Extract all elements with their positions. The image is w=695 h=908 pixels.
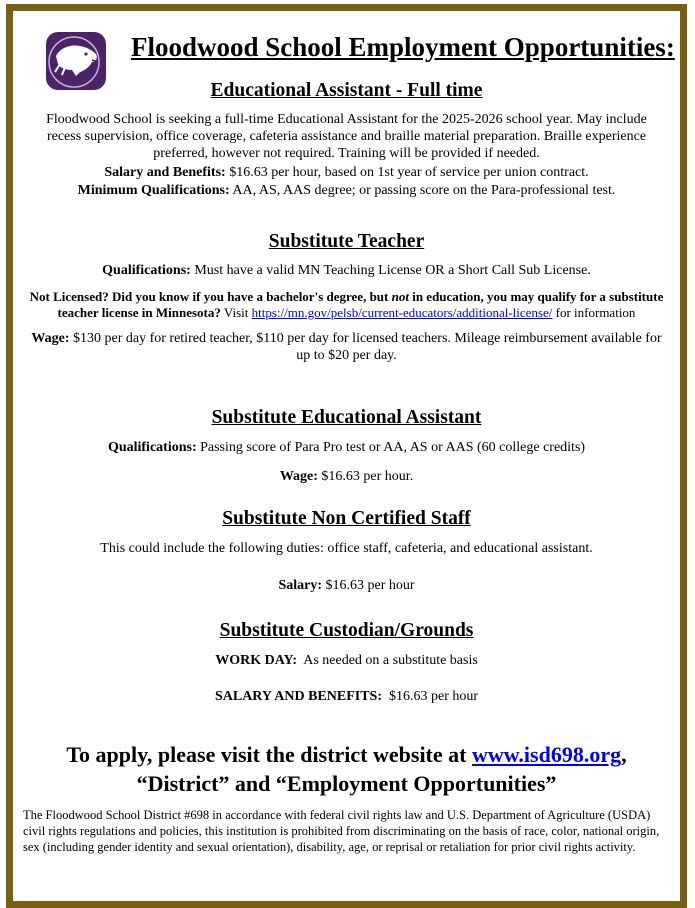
info-text: for information [552,305,636,320]
comma: , [621,742,627,767]
sub-teacher-qualifications [31,262,662,279]
sub-custodian-workday [31,652,662,669]
text: Not Licensed? Did you know if you have a bachelor's degree, but [29,289,392,304]
label: WORK DAY: [215,653,297,668]
value: As needed on a substitute basis [297,653,478,668]
label: Qualifications: [102,263,191,278]
value: Passing score of Para Pro test or AA, AS or AAS (60 college credits) [196,440,586,455]
sub-noncert-description: This could include the following duties: office staff, cafeteria, and educational assistant. [100,541,593,556]
edu-assistant-description: Floodwood School is seeking a full-time Educational Assistant for the 2025-2026 school year. May include recess supervision, office coverage, cafeteria assistance and braille material preparation. Braille experience preferred, however not required. Training will be provided if needed. [46,112,647,161]
label: Salary: [278,578,322,593]
value: AA, AS, AAS degree; or passing score on the Para-professional test. [229,183,616,198]
sub-custodian-salary [31,688,662,705]
sub-edu-assistant-qualifications [31,439,662,456]
district-website-link[interactable]: www.isd698.org [471,742,622,767]
value: $130 per day for retired teacher, $110 per day for licensed teachers. Mileage reimbursement available for up to $20 per day. [69,331,662,363]
page-border [6,4,687,908]
visit-text: Visit [220,305,252,320]
apply-line-1 [13,741,680,769]
label: Wage: [279,469,318,484]
emphasis: not [391,289,409,304]
heading-substitute-teacher: Substitute Teacher [268,231,425,252]
edu-assistant-salary [31,164,662,181]
sub-edu-assistant-wage [31,468,662,485]
heading-substitute-educational-assistant: Substitute Educational Assistant [211,407,482,428]
page-title: Floodwood School Employment Opportunities: [131,32,675,62]
label: Minimum Qualifications: [77,183,230,198]
apply-line-2: “District” and “Employment Opportunities” [136,771,557,796]
apply-text: To apply, please visit the district website at [66,742,472,767]
heading-educational-assistant: Educational Assistant - Full time [210,80,483,101]
label: Salary and Benefits: [104,165,226,180]
value: $16.63 per hour. [317,469,414,484]
label: Wage: [31,331,70,346]
heading-substitute-custodian: Substitute Custodian/Grounds [219,620,474,641]
text: in education, you may qualify for a substitute teacher license in Minnesota? [57,289,664,320]
value: $16.63 per hour [322,578,415,593]
sub-teacher-not-licensed [23,289,670,321]
sub-noncert-salary [31,577,662,594]
sub-teacher-wage [31,330,662,364]
value: $16.63 per hour, based on 1st year of service per union contract. [225,165,589,180]
civil-rights-statement: The Floodwood School District #698 in accordance with federal civil rights law and U.S. Department of Agriculture (USDA) civil rights regulations and policies, this institution is prohibited from discriminating on the basis of race, color, national origin, sex (including gender identity and sexual orientation), disability, age, or reprisal or retaliation for prior civil rights activity. [23,808,660,854]
label: Qualifications: [107,440,197,455]
edu-assistant-qualifications [31,182,662,199]
license-link[interactable]: https://mn.gov/pelsb/current-educators/additional-license/ [251,305,553,320]
value: Must have a valid MN Teaching License OR a Short Call Sub License. [190,263,591,278]
label: SALARY AND BENEFITS: [214,689,382,704]
flyer [13,11,680,901]
heading-substitute-non-certified: Substitute Non Certified Staff [222,508,471,529]
value: $16.63 per hour [381,689,479,704]
